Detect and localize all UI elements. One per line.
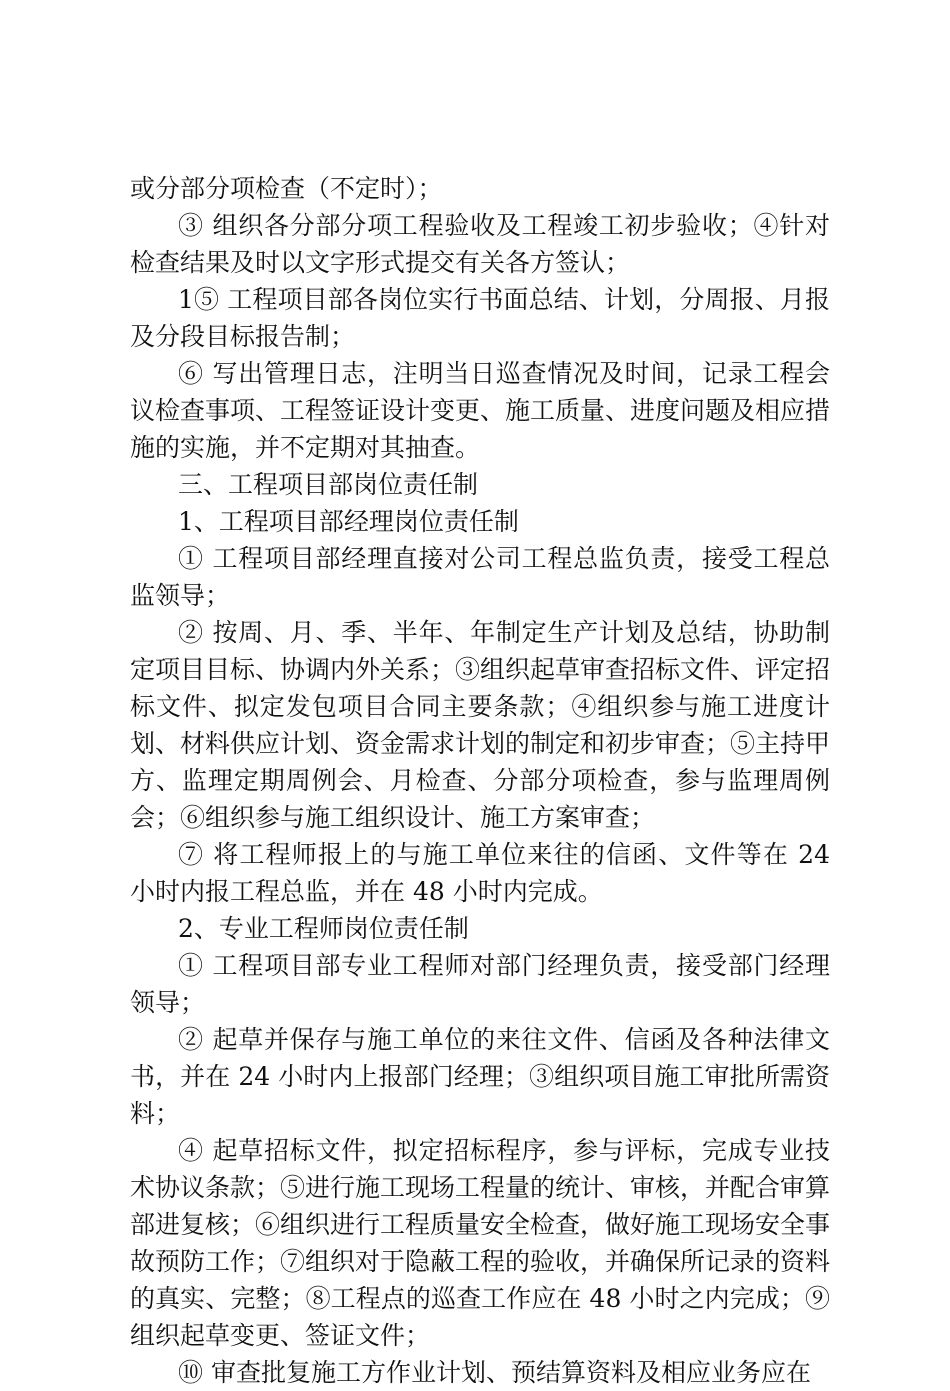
paragraph-1: 或分部分项检查（不定时）； bbox=[130, 174, 443, 203]
paragraph-7: ① 工程项目部经理直接对公司工程总监负责，接受工程总监领导； bbox=[130, 544, 830, 610]
subsection-heading-1: 1、工程项目部经理岗位责任制 bbox=[178, 507, 519, 536]
section-heading: 三、工程项目部岗位责任制 bbox=[178, 470, 479, 499]
paragraph-3: 1⑤ 工程项目部各岗位实行书面总结、计划，分周报、月报及分段目标报告制； bbox=[130, 285, 830, 351]
paragraph-11: ① 工程项目部专业工程师对部门经理负责，接受部门经理领导； bbox=[130, 951, 830, 1017]
paragraph-2: ③ 组织各分部分项工程验收及工程竣工初步验收；④针对检查结果及时以文字形式提交有关各方签认； bbox=[130, 211, 830, 277]
paragraph-4: ⑥ 写出管理日志，注明当日巡查情况及时间，记录工程会议检查事项、工程签证设计变更、施工质量、进度问题及相应措施的实施，并不定期对其抽查。 bbox=[130, 359, 831, 462]
subsection-heading-2: 2、专业工程师岗位责任制 bbox=[178, 914, 469, 943]
paragraph-8: ② 按周、月、季、半年、年制定生产计划及总结，协助制定项目目标、协调内外关系；③组织起草审查招标文件、评定招标文件、拟定发包项目合同主要条款；④组织参与施工进度计划、材料供应计划、资金需求计划的制定和初步审查；⑤主持甲方、监理定期周例会、月检查、分部分项检查，参与监理周例会；⑥组织参与施工组织设计、施工方案审查； bbox=[130, 618, 831, 832]
paragraph-14: ⑩ 审查批复施工方作业计划、预结算资料及相应业务应在 bbox=[178, 1358, 811, 1387]
paragraph-9: ⑦ 将工程师报上的与施工单位来往的信函、文件等在 24 小时内报工程总监，并在 48 小时内完成。 bbox=[130, 840, 830, 906]
paragraph-12: ② 起草并保存与施工单位的来往文件、信函及各种法律文书，并在 24 小时内上报部门经理；③组织项目施工审批所需资料； bbox=[130, 1025, 830, 1128]
document-body bbox=[130, 170, 830, 1391]
paragraph-13: ④ 起草招标文件，拟定招标程序，参与评标，完成专业技术协议条款；⑤进行施工现场工程量的统计、审核，并配合审算部进复核；⑥组织进行工程质量安全检查，做好施工现场安全事故预防工作；⑦组织对于隐蔽工程的验收，并确保所记录的资料的真实、完整；⑧工程点的巡查工作应在 48 小时之内完成；⑨组织起草变更、签证文件； bbox=[130, 1136, 831, 1350]
